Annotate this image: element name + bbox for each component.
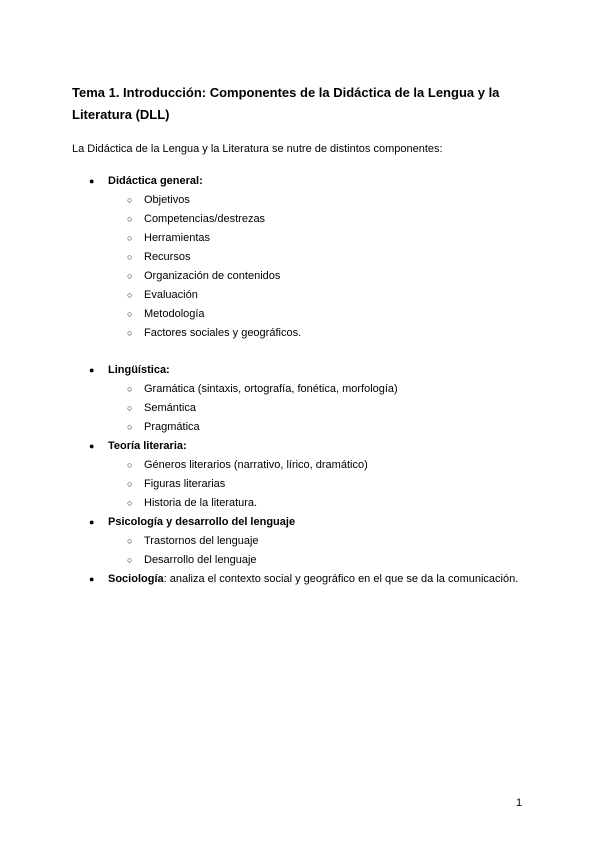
list-item-linguistica — [0, 361, 600, 380]
list-item-sociologia — [0, 570, 600, 589]
sub-item-label: Herramientas — [144, 232, 211, 244]
sub-bullet-icon: ○ — [127, 233, 133, 243]
sub-item-label: Pragmática — [144, 421, 200, 433]
sub-item — [0, 380, 600, 399]
bullet-icon: ● — [89, 365, 95, 375]
sociologia-line — [108, 570, 518, 589]
sub-bullet-icon: ○ — [127, 271, 133, 281]
sub-item — [0, 229, 600, 248]
sub-bullet-icon: ○ — [127, 214, 133, 224]
section-heading: Psicología y desarrollo del lenguaje — [108, 516, 296, 528]
document-title: Tema 1. Introducción: Componentes de la Didáctica de la Lengua y la Literatura (DLL) — [72, 85, 500, 122]
section-heading: Didáctica general: — [108, 175, 203, 187]
sub-bullet-icon: ○ — [127, 479, 133, 489]
sub-item — [0, 532, 600, 551]
sub-item-label: Competencias/destrezas — [144, 213, 266, 225]
sub-item-label: Recursos — [144, 251, 191, 263]
sub-item — [0, 191, 600, 210]
sub-item-label: Objetivos — [144, 194, 190, 206]
sub-bullet-icon: ○ — [127, 498, 133, 508]
section-heading: Lingüística: — [108, 364, 170, 376]
sub-item — [0, 305, 600, 324]
sub-bullet-icon: ○ — [127, 460, 133, 470]
list-item-didactica-general — [0, 172, 600, 191]
sub-item-label: Organización de contenidos — [144, 270, 281, 282]
bullet-icon: ● — [89, 517, 95, 527]
sub-item — [0, 267, 600, 286]
sub-item — [0, 248, 600, 267]
sub-bullet-icon: ○ — [127, 555, 133, 565]
bullet-icon: ● — [89, 176, 95, 186]
page-number: 1 — [516, 797, 523, 809]
sub-bullet-icon: ○ — [127, 252, 133, 262]
sub-item — [0, 551, 600, 570]
sociologia-description: : analiza el contexto social y geográfico en el que se da la comunicación. — [163, 573, 519, 585]
sub-item-label: Historia de la literatura. — [144, 497, 258, 509]
sub-item — [0, 399, 600, 418]
sub-item — [0, 494, 600, 513]
sub-item-label: Géneros literarios (narrativo, lírico, dramático) — [144, 459, 368, 471]
bullet-icon: ● — [89, 574, 95, 584]
sub-bullet-icon: ○ — [127, 328, 133, 338]
sub-item-label: Figuras literarias — [144, 478, 226, 490]
sub-bullet-icon: ○ — [127, 309, 133, 319]
section-heading: Teoría literaria: — [108, 440, 187, 452]
sub-item — [0, 286, 600, 305]
sub-item-label: Trastornos del lenguaje — [144, 535, 259, 547]
sub-item-label: Evaluación — [144, 289, 198, 301]
sub-bullet-icon: ○ — [127, 195, 133, 205]
sub-bullet-icon: ○ — [127, 384, 133, 394]
sub-bullet-icon: ○ — [127, 403, 133, 413]
sub-item-label: Semántica — [144, 402, 196, 414]
sub-bullet-icon: ○ — [127, 290, 133, 300]
sub-item — [0, 324, 600, 343]
section-heading: Sociología — [108, 573, 164, 585]
list-item-teoria-literaria — [0, 437, 600, 456]
sub-item-label: Factores sociales y geográficos. — [144, 327, 302, 339]
list-item-psicologia — [0, 513, 600, 532]
sub-item-label: Metodología — [144, 308, 205, 320]
components-list — [0, 172, 600, 589]
bullet-icon: ● — [89, 441, 95, 451]
sub-item-label: Desarrollo del lenguaje — [144, 554, 257, 566]
sub-item — [0, 210, 600, 229]
sub-bullet-icon: ○ — [127, 536, 133, 546]
intro-paragraph: La Didáctica de la Lengua y la Literatura se nutre de distintos componentes: — [72, 143, 443, 155]
sub-item — [0, 475, 600, 494]
sub-item-label: Gramática (sintaxis, ortografía, fonética, morfología) — [144, 383, 398, 395]
sub-item — [0, 456, 600, 475]
sub-item — [0, 418, 600, 437]
sub-bullet-icon: ○ — [127, 422, 133, 432]
